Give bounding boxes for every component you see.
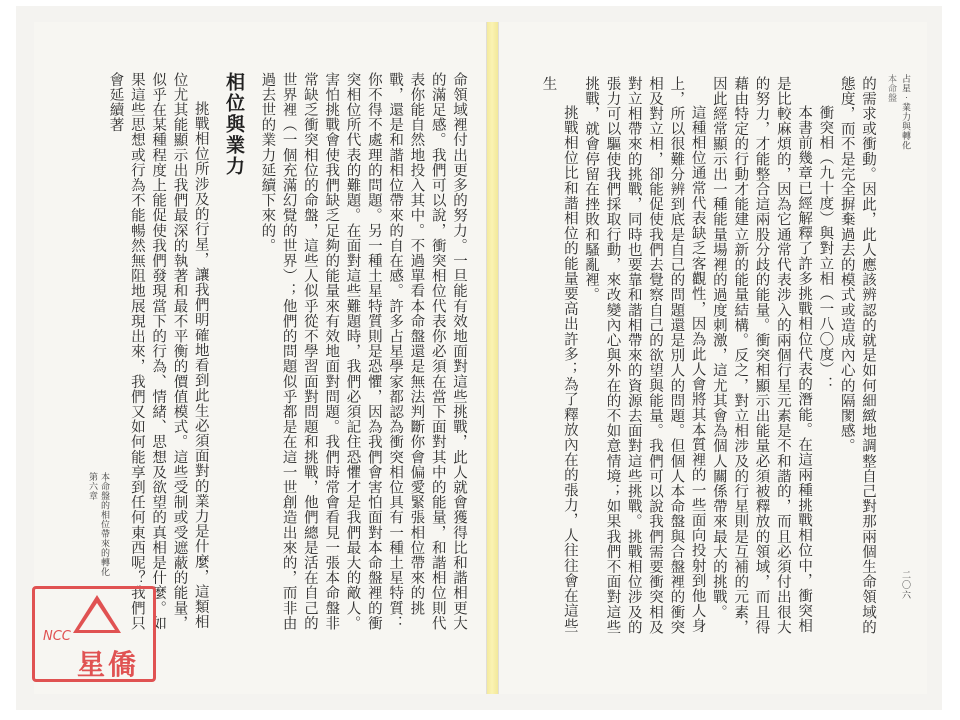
stamp-ncc-text: NCC [43, 629, 71, 644]
left-paragraph-1: 命領域裡付出更多的努力。一旦能有效地面對這些挑戰，此人就會獲得比和諧相更大的滿足感。我們可以說，衝突相位代表你必須在當下面對其中的能量，和諧相位則代表你能自然地投入其中。不過單看本命盤還是無法判斷你會偏愛緊張相位帶來的挑戰，還是和諧相位帶來的自在感。許多占星學家都認為衝突相位具有一種土星特質：你不得不處理的問題。另一種土星特質則是恐懼，因為我們會害怕面對本命盤裡的衝突相位所代表的難題。在面對這些難題時，我們必須記住恐懼才是我們最大的敵人。害怕挑戰會使我們缺乏足夠的能量來有效地面對問題。我們時常會看見一張本命盤非常缺乏衝突相位的命盤，這些人似乎從不學習面對問題和挑戰，他們總是活在自己的世界裡（一個充滿幻覺的世界）；他們的問題似乎都是在這一世創造出來的，而非由過去世的業力延續下來的。 [259, 72, 467, 631]
right-paragraph-4: 這種相位通常代表缺乏客觀性，因為此人會將其本質裡的一些面向投射到他人身上，所以很難分辨到底是自己的問題還是別人的問題。但個人本命盤與合盤裡的衝突相及對立相，卻能促使我們去覺察自己的欲望與能量。我們可以說我們需要衝突相及對立相帶來的挑戰，同時也要靠和諧相帶來的資源去面對這些挑戰。挑戰相位涉及的張力可以驅使我們採取行動，來改變內心與外在的不如意情境；如果我們不面對這些挑戰，就會停留在挫敗和騷亂裡。 [583, 76, 706, 635]
right-paragraph-1: 的需求或衝動。因此，此人應該辨認的就是如何細緻地調整自己對那兩個生命領域的態度，而不是完全摒棄過去的模式或造成內心的隔閡感。 [838, 76, 876, 635]
left-page-body [64, 72, 469, 632]
left-running-head-chapter: 第六章 [87, 472, 97, 501]
book-gutter [486, 22, 498, 694]
right-paragraph-5: 挑戰相位比和諧相位的能量要高出許多；為了釋放內在的張力，人往往會在這些生 [540, 76, 578, 634]
right-page-body [513, 76, 878, 636]
right-page [498, 22, 927, 694]
section-heading: 相位與業力 [223, 72, 246, 177]
right-paragraph-3: 本書前幾章已經解釋了許多挑戰相位代表的潛能。在這兩種挑戰相位中，衝突相是比較麻煩的，因為它通常代表涉入的兩個行星元素是不和諧的，而且必須付出很大的努力，才能整合這兩股分歧的能量。衝突相顯示出能量必須被釋放的領域，而且得藉由特定的行動才能建立新的能量結構。反之，對立相涉及的行星則是互補的元素，因此經常顯示出一種能量場裡的過度刺激，這尤其會為個人關係帶來最大的挑戰。 [710, 76, 813, 635]
stamp-triangle-inner [79, 603, 115, 630]
left-running-head-title: 本命盤的相位帶來的轉化 [99, 472, 109, 577]
right-running-head-sub: 本命盤 [886, 74, 896, 103]
stamp-name-text: 星僑 [77, 648, 140, 681]
right-paragraph-2: 衝突相（九十度）與對立相（一八〇度）： [817, 105, 834, 392]
left-paragraph-2: 挑戰相位所涉及的行星，讓我們明確地看到此生必須面對的業力是什麼，這類相位尤其能顯示出我們最深的執著和最不平衡的價值模式。這些受制或受遮蔽的能量，似乎在某種程度上能促使我們發現當下的行為、情緒、思想及欲望的真相是什麼。如果這些思想或行為不能暢然無阻地展現出來，我們又如何能享到任何東西呢？我們只會延續著 [107, 72, 209, 631]
ncc-stamp-logo [32, 586, 156, 682]
page-number: 二〇六 [900, 570, 910, 600]
right-running-head-title: 占星‧業力與轉化 [900, 74, 910, 150]
